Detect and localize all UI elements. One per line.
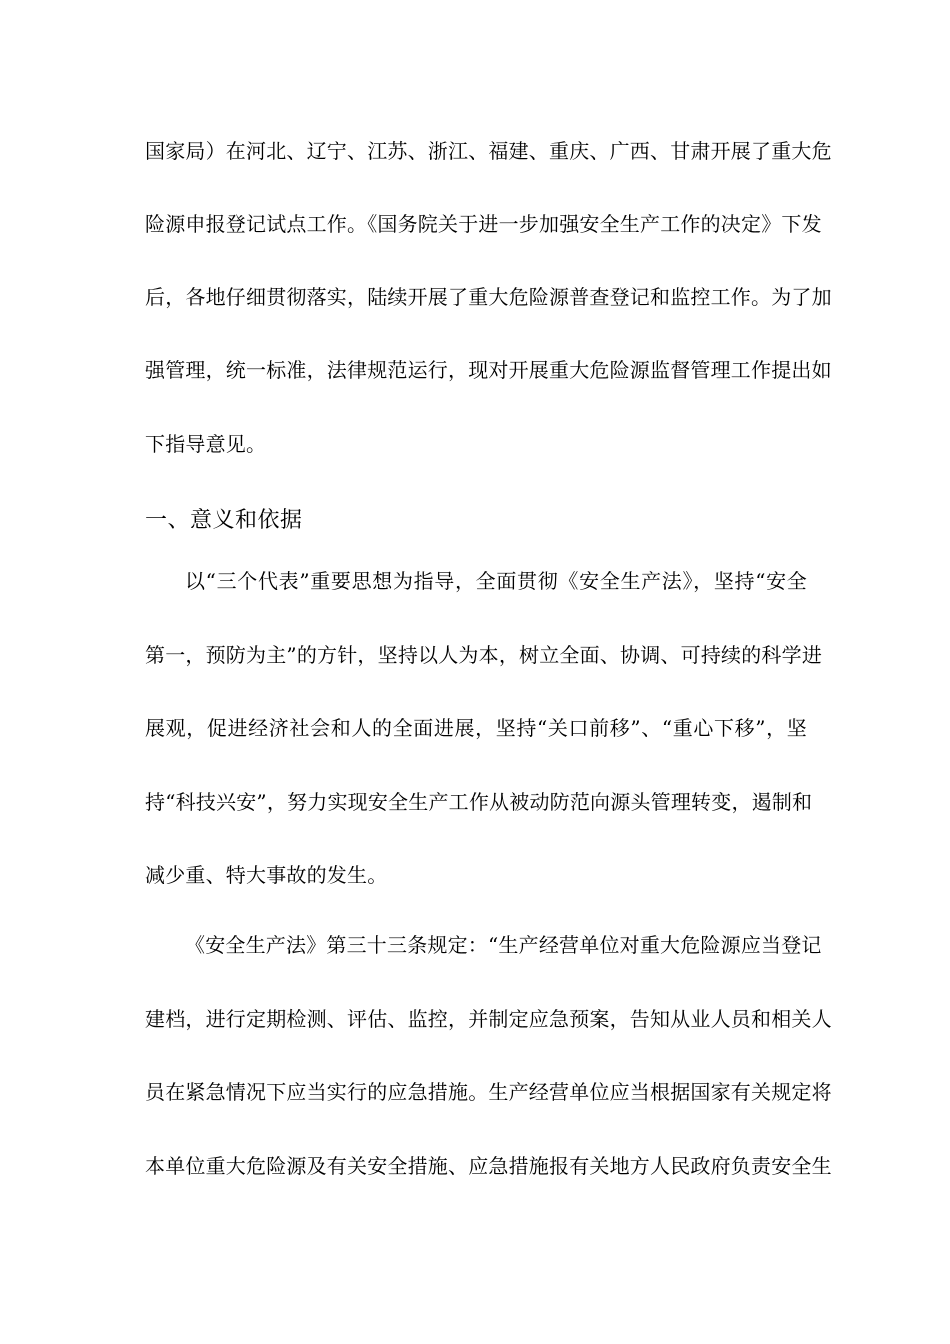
paragraph-line: 强管理，统一标准，法律规范运行，现对开展重大危险源监督管理工作提出如 <box>145 358 832 382</box>
paragraph-line: 持“科技兴安”，努力实现安全生产工作从被动防范向源头管理转变，遏制和 <box>145 790 813 814</box>
paragraph-line: 建档，进行定期检测、评估、监控，并制定应急预案，告知从业人员和相关人 <box>145 1007 832 1031</box>
paragraph-line: 减少重、特大事故的发生。 <box>145 863 388 887</box>
paragraph-line: 本单位重大危险源及有关安全措施、应急措施报有关地方人民政府负责安全生 <box>145 1154 832 1178</box>
paragraph-line: 展观，促进经济社会和人的全面进展，坚持“关口前移”、“重心下移”，坚 <box>145 716 807 740</box>
paragraph-line: 下指导意见。 <box>145 432 267 456</box>
paragraph-line: 以“三个代表”重要思想为指导，全面贯彻《安全生产法》，坚持“安全 <box>185 569 807 593</box>
section-heading: 一、意义和依据 <box>145 508 303 533</box>
paragraph-line: 员在紧急情况下应当实行的应急措施。生产经营单位应当根据国家有关规定将 <box>145 1080 832 1104</box>
paragraph-line: 国家局）在河北、辽宁、江苏、浙江、福建、重庆、广西、甘肃开展了重大危 <box>145 139 832 163</box>
paragraph-line: 《安全生产法》第三十三条规定：“生产经营单位对重大危险源应当登记 <box>185 933 822 957</box>
paragraph-line: 后，各地仔细贯彻落实，陆续开展了重大危险源普查登记和监控工作。为了加 <box>145 285 832 309</box>
paragraph-line: 第一，预防为主”的方针，坚持以人为本，树立全面、协调、可持续的科学进 <box>145 643 823 667</box>
paragraph-line: 险源申报登记试点工作。《国务院关于进一步加强安全生产工作的决定》下发 <box>145 212 822 236</box>
